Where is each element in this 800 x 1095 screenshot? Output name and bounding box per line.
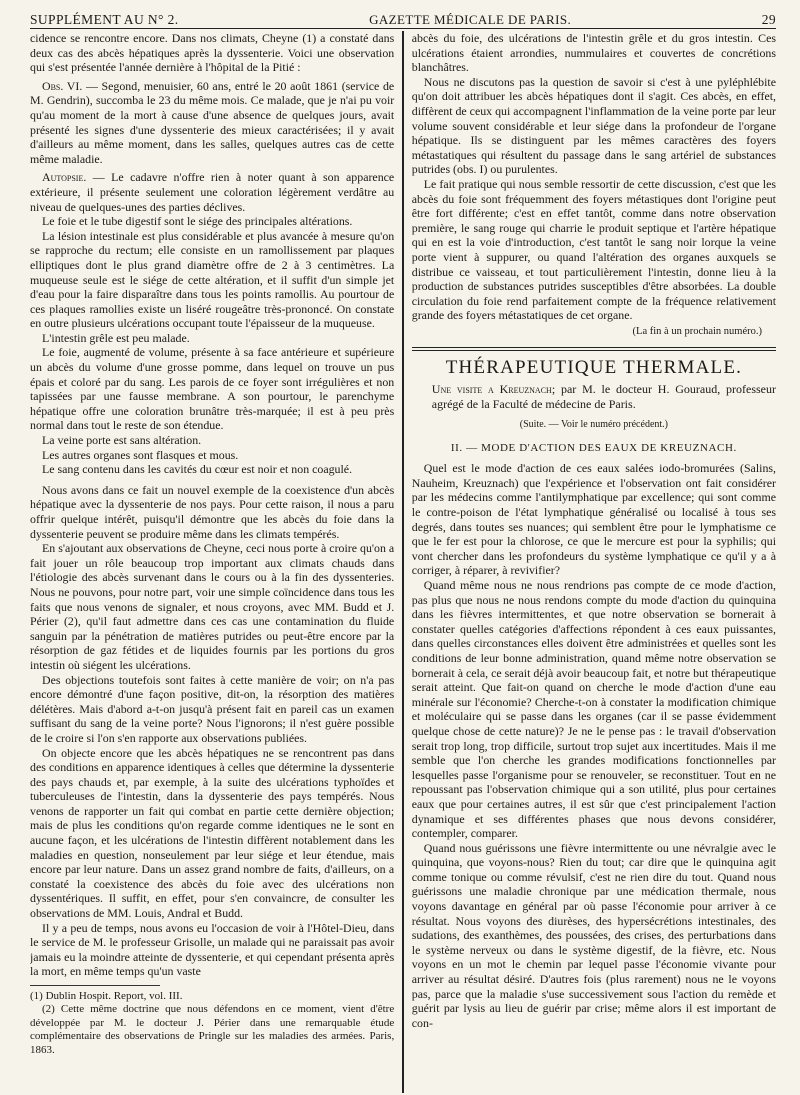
observation-text: — Segond, menuisier, 60 ans, entré le 20 août 1861 (service de M. Gendrin), succomba le 23 du même mois. Ce malade, que je n'ai pu voir qu'au moment de la mort à cause d'une absence de quelques jours, avait présenté les signes d'une dyssenterie des mieux caractérisées; il y avait d'ailleurs au même moment, dans les salles, quelques autres cas de cette même maladie. [30,78,395,166]
autopsy-finding: L'intestin grêle est peu malade. [42,330,190,345]
autopsy-finding: Le foie, augmenté de volume, présente à sa face antérieure et supérieure un abcès du volume d'une grosse pomme, dans lequel on trouve un pus épais et coloré par du sang. Les parois de ce foyer sont irrégulières et non tapissées par une fausse membrane. A son pourtour, le parenchyme hépatique offre une coloration brunâtre très-marquée; il est à peu près normal dans tout le reste de son étendue. [30,345,395,433]
autopsy-finding: La lésion intestinale est plus considérable et plus avancée à mesure qu'on se rapproche du rectum; elle consiste en un ramollissement par plaques elliptiques dont le plus grand diamètre offre de 2 à 3 centimètres. La muqueuse seule est le siége de cette altération, et il suffit d'un simple jet d'eau pour la faire disparaître dans tous les points ramollis. Au pourtour de ces plaques ramollies existe un liséré rougeâtre très-prononcé. On constate en outre plusieurs ulcérations occupant toute l'épaisseur de la muqueuse. [30,228,395,331]
autopsy-text: — Le cadavre n'offre rien à noter quant à son apparence extérieure, il présente seulement une coloration légèrement verdâtre au niveau de quelques-unes des parties déclives. [30,170,395,214]
continuation-paragraph: Le fait pratique qui nous semble ressortir de cette discussion, c'est que les abcès du foie sont fréquemment des foyers métastiques dont l'origine peut être fort différente; c'est en effet tantôt, comme dans notre observation première, le sang rouge qui charrie le produit septique et l'artère hépatique qui en est la voie d'introduction, c'est tantôt le sang noir lorque la veine porte vient à suppurer, ou quand l'altération des organes auxquels se distribue ce vaisseau, et tout particulièrement l'intestin, donne lieu à la production de substances putrides susceptibles d'être absorbées. La double circulation du foie rend parfaitement compte de la fréquence relativement grande des foyers métastatiques de cet organe. [411,176,776,323]
discussion-paragraph: Des objections toutefois sont faites à cette manière de voir; on n'a pas encore démontré d'une façon positive, dit-on, la résorption des matières délétères. Mais d'abord a-t-on jusqu'à présent fait en pareil cas un examen suffisant du sang de la veine porte? Nous l'ignorons; il n'est guère possible de le croire si l'on s'en rapporte aux observations publiées. [30,672,395,745]
section-title: THÉRAPEUTIQUE THERMALE. [445,357,743,379]
continuation-paragraph: abcès du foie, des ulcérations de l'intestin grêle et du gros intestin. Ces ulcérations étaient arrondies, nummulaires et couvertes de concrétions blanchâtres. [411,31,776,75]
footnote: (1) Dublin Hospit. Report, vol. III. [30,990,183,1002]
discussion-paragraph: Il y a peu de temps, nous avons eu l'occasion de voir à l'Hôtel-Dieu, dans le service de M. le professeur Grisolle, un malade qui ne paraissait pas avoir jamais eu la moindre atteinte de dyssenterie, et qui cependant présenta après la mort, en même temps qu'un vaste [30,920,395,979]
page-number: 29 [761,12,776,27]
footnote: (2) Cette même doctrine que nous défendons en ce moment, vient d'être développée par M. le docteur J. Périer dans une remarquable étude complémentaire des observations de Pringle sur les maladies des armées. Paris, 1863. [30,1003,395,1056]
byline-rest: ; par M. le docteur H. Gouraud, professeur agrégé de la Faculté de médecine de Paris. [431,382,776,412]
continuation-paragraph: Nous ne discutons pas la question de savoir si c'est à une pyléphlébite qu'on doit attribuer les abcès hépatiques dont il s'agit. Ces abcès, en effet, diffèrent de ceux qui accompagnent l'inflammation de la veine porte par leur volume souvent considérable et leur siége dans la profondeur de l'organe hépatique. Ils se distinguent par les mêmes caractères des foyers métastatiques qui résultent du passage dans le sang artériel de substances putrides (obs. I) ou purulentes. [411,74,776,177]
footnote-separator [30,985,160,986]
autopsy-finding: Le foie et le tube digestif sont le siége des principales altérations. [42,214,353,229]
byline-lead: Une visite a Kreuznach [431,382,552,397]
continuation-note: (Suite. — Voir le numéro précédent.) [519,419,668,431]
section-rule [412,350,776,351]
left-column [30,31,402,1093]
autopsy-finding: Le sang contenu dans les cavités du cœur est noir et non coagulé. [42,462,353,477]
right-column [404,31,776,1093]
autopsy-label: Autopsie. [42,170,87,185]
running-header [30,0,776,29]
discussion-paragraph: Nous avons dans ce fait un nouvel exemple de la coexistence d'un abcès hépatique avec la dyssenterie de nos pays. Pour cette raison, il nous a paru offrir quelque intérêt, puisqu'il démontre que les abcès du foie dans la dyssenterie peuvent se produire même dans les climats tempérés. [30,482,395,541]
autopsy-paragraph [30,170,394,214]
body-paragraph: Quand nous guérissons une fièvre intermittente ou une névralgie avec le quinquina, que voyons-nous? Rien du tout; car dire que le quinquina agit comme tonique ou comme révulsif, c'est ne rien dire du tout. Quand nous guérissons une maladie chronique par une médication thermale, nous voyons davantage en général par où passe l'économie pour arriver à ce résultat. Nous voyons des diurèses, des hypersécrétions intestinales, des sudations, des exanthèmes, des poussées, des crises, des perturbations dans le système nerveux ou dans le système digestif, de la fièvre, etc. Nous voyons en un mot le chemin par lequel passe l'économie vivante pour arriver au résultat désiré. D'autres fois (plus rarement) nous ne le voyons pas, parce que la maladie s'use successivement sous l'action du remède et guérit par lysis au lieu de guérir par crise; même alors il est important de con- [411,840,776,1030]
intro-paragraph: cidence se rencontre encore. Dans nos climats, Cheyne (1) a constaté dans deux cas des abcès hépatiques après la dyssenterie. Voici une observation qui s'est présentée l'année dernière à l'hôpital de la Pitié : [30,31,395,75]
observation-label: Obs. VI. [42,78,83,93]
supplement-label: SUPPLÉMENT AU N° 2. [30,12,179,27]
subsection-heading: II. — MODE D'ACTION DES EAUX DE KREUZNACH. [450,441,737,454]
section-rule [412,347,776,348]
body-paragraph: Quand même nous ne nous rendrions pas compte de ce mode d'action, pas plus que nous ne nous rendons compte du mode d'action du quinquina dans les fièvres intermittentes, et que notre observation se bornerait à constater quelles catégories d'affections répondent à ces eaux puissantes, dans quelles circonstances elles doivent être administrées et quelles sont les conditions de leur bonne administration, quand même notre observation se bornerait à cela, ce serait déjà avoir beaucoup fait, et notre but thérapeutique serait atteint. Que fait-on quand on cherche le mode d'action d'une eau minérale sur l'économie? Cherche-t-on à constater la modification chimique et moléculaire qui se passe dans les organes (car il se passe évidemment quelque chose de cette nature)? Je ne le pense pas : le travail d'observation serait trop long, trop difficile, surtout trop sujet aux incertitudes. Mais il me semble que l'on cherche les grandes modifications fonctionnelles par lesquelles passe l'organisme pour se renouveler, se reconstituer. Tout en ne repoussant pas l'observation chimique qui a son utilité, plus pour certaines eaux que pour certaines autres, il est sûr que c'est principalement l'action dynamique et ses différentes phases que nous devons considérer, contempler, comparer. [411,578,776,841]
discussion-paragraph: En s'ajoutant aux observations de Cheyne, ceci nous porte à croire qu'on a fait jouer un rôle beaucoup trop important aux climats chauds dans l'étiologie des abcès survenant dans le cours ou à la fin des dyssenteries. Nous ne pouvons, pour notre part, voir une simple coïncidence dans tous les faits que nous venons de signaler, et nous croyons, avec MM. Budd et J. Périer (2), qu'il faut admettre dans ces cas une contamination du fluide sanguin par la pénétration de matières putrides ou peut-être encore par la résorption de gaz fétides et de liquides fournis par les portions du gros intestin où siégent les ulcérations. [30,541,395,672]
body-paragraph: Quel est le mode d'action de ces eaux salées iodo-bromurées (Salins, Nauheim, Kreuznach) que l'expérience et l'observation ont fait considérer par les médecins comme l'antilymphatique par excellence; qui sont comme le contre-poison de l'état lymphatique généralisé ou localisé à tous ses degrés, dans toutes ses nuances; qui semblent être pour le lymphatisme ce que le fer est pour la chlorose, ce que le mercure est pour la syphilis; qui vont chercher dans les profondeurs du système lymphatique ce qu'il y a à corriger, à réparer, à revivifier? [411,461,776,578]
two-column-body [30,31,776,1093]
article-byline [412,382,776,412]
to-be-continued-note: (La fin à un prochain numéro.) [632,325,762,337]
autopsy-finding: Les autres organes sont flasques et mous. [42,447,239,462]
discussion-paragraph: On objecte encore que les abcès hépatiques ne se rencontrent pas dans des conditions en apparence identiques à celles que détermine la dyssenterie des pays chauds et, par exemple, à la suite des ulcérations typhoïdes et tuberculeuses de l'intestin, dans la dyssenterie des pays tempérés. Nous venons de rapporter un fait qui combat en partie cette dernière objection; mais de plus les conditions qu'on regarde comme identiques ne le sont en aucune façon, et les ulcérations de l'intestin diffèrent notablement dans les maladies en question, nonseulement par leur siége et leur étendue, mais encore par leur nature. Dans un assez grand nombre de faits, d'ailleurs, on a constaté la coexistence des abcès du foie avec des ulcérations non dyssentériques. Il suffit, en effet, pour s'en convaincre, de consulter les observations de MM. Louis, Andral et Budd. [30,745,395,921]
autopsy-finding: La veine porte est sans altération. [42,433,202,448]
journal-title: GAZETTE MÉDICALE DE PARIS. [369,12,572,27]
observation-paragraph [30,79,394,167]
